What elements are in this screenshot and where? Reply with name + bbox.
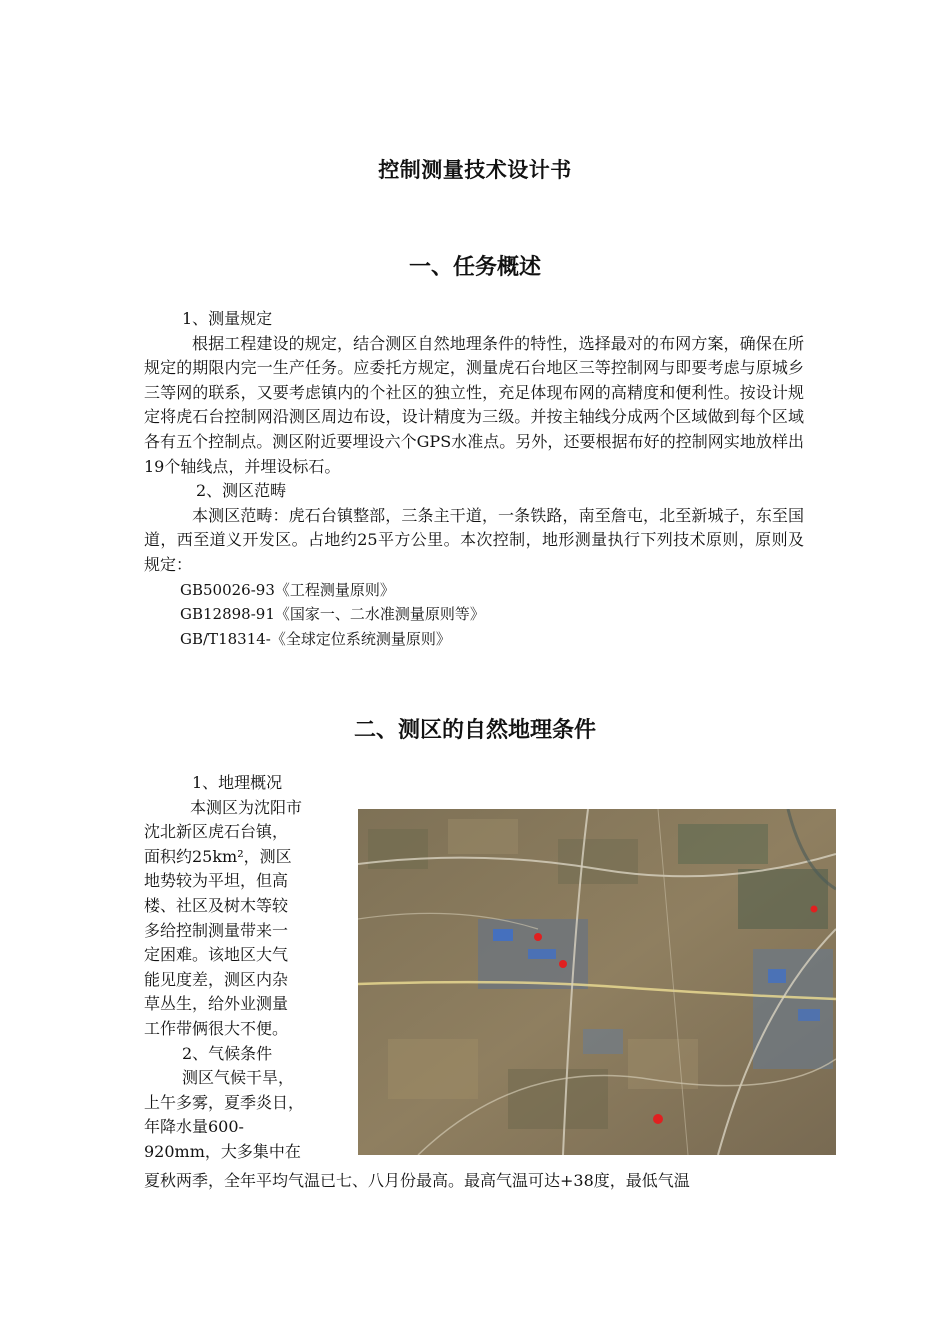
text-line: 年降水量600- xyxy=(144,1117,244,1137)
text-line: 草丛生，给外业测量 xyxy=(144,994,289,1014)
section2-heading: 二、测区的自然地理条件 xyxy=(353,718,596,743)
section2-sub1-title: 1、地理概况 xyxy=(192,773,283,792)
text-line: 上午多雾，夏季炎日， xyxy=(144,1092,305,1112)
section2-continuation: 夏秋两季，全年平均气温已七、八月份最高。最高气温可达+38度，最低气温 xyxy=(144,1171,690,1190)
section1-sub1-text: 根据工程建设的规定，结合测区自然地理条件的特性，选择最对的布网方案，确保在所规定的期限内完一生产任务。应委托方规定，测量虎石台地区三等控制网与即要考虑与原城乡三等网的联系，又要考虑镇内的个社区的独立性，充足体现布网的高精度和便利性。按设计规定将虎石台控制网沿测区周边布设，设计精度为三级。并按主轴线分成两个区域做到每个区域各有五个控制点。测区附近要埋设六个GPS水准点。另外，还要根据布好的控制网实地放样出19个轴线点，并埋设标石。 xyxy=(144,333,804,476)
section1-body xyxy=(144,307,804,651)
section1-sub1-title: 1、测量规定 xyxy=(182,309,273,328)
section1-sub2-title: 2、测区范畴 xyxy=(196,481,287,501)
text-line: 定困难。该地区大气 xyxy=(144,945,289,965)
standard-item: GB/T18314-《全球定位系统测量原则》 xyxy=(180,629,451,648)
text-line: 面积约25km²，测区 xyxy=(144,846,292,866)
text-line: 地势较为平坦，但高 xyxy=(144,871,289,891)
text-line: 920mm，大多集中在 xyxy=(144,1141,301,1161)
standard-item: GB50026-93《工程测量原则》 xyxy=(180,580,395,599)
section2-narrow-column xyxy=(144,771,328,1165)
document-title: 控制测量技术设计书 xyxy=(378,158,572,182)
text-line: 楼、社区及树木等较 xyxy=(144,895,289,915)
satellite-map-image xyxy=(358,809,836,1155)
text-line: 沈北新区虎石台镇， xyxy=(144,822,289,842)
section2-sub2-title: 2、气候条件 xyxy=(182,1043,273,1063)
section1-heading: 一、任务概述 xyxy=(408,255,541,280)
standard-item: GB12898-91《国家一、二水准测量原则等》 xyxy=(180,605,485,624)
text-line: 测区气候干旱， xyxy=(182,1068,295,1088)
section1-sub2-text: 本测区范畴：虎石台镇整部，三条主干道，一条铁路，南至詹屯，北至新城子，东至国道，西至道义开发区。占地约25平方公里。本次控制，地形测量执行下列技术原则，原则及规定： xyxy=(144,505,804,574)
text-line: 能见度差，测区内杂 xyxy=(144,969,289,989)
text-line: 多给控制测量带来一 xyxy=(144,920,289,940)
text-line: 工作带俩很大不便。 xyxy=(144,1018,289,1038)
text-line: 本测区为沈阳市 xyxy=(190,797,303,817)
